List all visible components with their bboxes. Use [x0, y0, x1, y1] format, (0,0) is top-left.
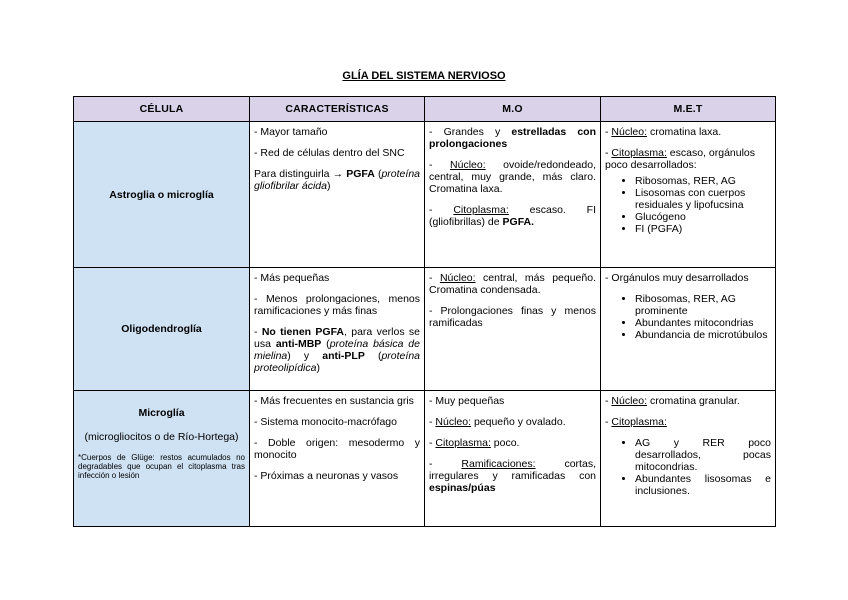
- text-line: - Citoplasma: poco.: [429, 437, 520, 449]
- text-line: - Muy pequeñas: [429, 395, 505, 407]
- list-item: • Ribosomas, RER, AG prominente: [635, 293, 771, 317]
- text-line: - Citoplasma: escaso. FI (gliofibrillas) de PGFA.: [429, 204, 596, 228]
- header-mo: M.O: [425, 97, 601, 122]
- bullet-list: [605, 437, 771, 497]
- bullet-list: [605, 293, 771, 341]
- table-header-row: [74, 97, 776, 122]
- cell-mo-oligodendroglia: [425, 268, 601, 391]
- text-line: - Núcleo: central, más pequeño. Cromatina condensada.: [429, 272, 596, 296]
- cell-met-microglia: [601, 391, 776, 527]
- text-line: - Red de células dentro del SNC: [254, 147, 405, 159]
- text-line: - Citoplasma: escaso, orgánulos poco desarrollados:: [605, 147, 756, 171]
- text-line: Para distinguirla → PGFA (proteína gliofibrilar ácida): [254, 168, 420, 192]
- header-met: M.E.T: [601, 97, 776, 122]
- cell-mo-astroglia: [425, 122, 601, 268]
- list-item: • Ribosomas, RER, AG: [635, 175, 771, 187]
- microglia-name: Microglía: [138, 407, 185, 419]
- cell-caracteristicas-astroglia: [250, 122, 425, 268]
- cell-mo-microglia: [425, 391, 601, 527]
- microglia-subname: (microgliocitos o de Río-Hortega): [84, 431, 239, 443]
- list-item: • Glucógeno: [635, 211, 771, 223]
- document-title: GLÍA DEL SISTEMA NERVIOSO: [342, 70, 506, 82]
- table-row-microglia: [74, 391, 776, 527]
- text-line: - Menos prolongaciones, menos ramificaciones y más finas: [254, 293, 420, 317]
- cell-name-microglia: [74, 391, 250, 527]
- text-line: - Núcleo: pequeño y ovalado.: [429, 416, 566, 428]
- header-caracteristicas: CARACTERÍSTICAS: [250, 97, 425, 122]
- cell-caracteristicas-oligodendroglia: [250, 268, 425, 391]
- text-line: - Prolongaciones finas y menos ramificadas: [429, 305, 596, 329]
- text-line: - Citoplasma:: [605, 416, 667, 428]
- list-item: • Lisosomas con cuerpos residuales y lipofucsina: [635, 187, 771, 211]
- table-row-astroglia: [74, 122, 776, 268]
- list-item: • AG y RER poco desarrollados, pocas mitocondrias.: [635, 437, 771, 473]
- cell-met-astroglia: [601, 122, 776, 268]
- text-line: - Más frecuentes en sustancia gris: [254, 395, 414, 407]
- text-line: - Núcleo: cromatina granular.: [605, 395, 740, 407]
- cell-name-oligodendroglia: Oligodendroglía: [74, 268, 250, 391]
- text-line: - Grandes y estrelladas con prolongaciones: [429, 126, 597, 150]
- text-line: - Núcleo: ovoide/redondeado, central, muy grande, más claro. Cromatina laxa.: [429, 159, 596, 195]
- text-line: - No tienen PGFA, para verlos se usa anti-MBP (proteína básica de mielina) y anti-PLP (proteína proteolipídica): [254, 326, 420, 374]
- text-line: - Orgánulos muy desarrollados: [605, 272, 749, 284]
- text-line: - Sistema monocito-macrófago: [254, 416, 397, 428]
- list-item: • FI (PGFA): [635, 223, 771, 235]
- list-item: • Abundantes mitocondrias: [635, 317, 771, 329]
- cell-name-astroglia: Astroglia o microglía: [74, 122, 250, 268]
- text-line: - Mayor tamaño: [254, 126, 328, 138]
- text-line: - Ramificaciones: cortas, irregulares y ramificadas con espinas/púas: [429, 458, 596, 494]
- list-item: • Abundantes lisosomas e inclusiones.: [635, 473, 771, 497]
- cell-caracteristicas-microglia: [250, 391, 425, 527]
- text-line: - Núcleo: cromatina laxa.: [605, 126, 722, 138]
- text-line: - Doble origen: mesodermo y monocito: [254, 437, 420, 461]
- text-line: - Próximas a neuronas y vasos: [254, 470, 399, 482]
- text-line: - Más pequeñas: [254, 272, 330, 284]
- bullet-list: [605, 175, 771, 235]
- header-celula: CÉLULA: [74, 97, 250, 122]
- list-item: • Abundancia de microtúbulos: [635, 329, 771, 341]
- cell-met-oligodendroglia: [601, 268, 776, 391]
- glia-table: [73, 96, 776, 527]
- microglia-note: *Cuerpos de Glüge: restos acumulados no degradables que ocupan el citoplasma tras infección o lesión: [78, 453, 245, 480]
- table-row-oligodendroglia: [74, 268, 776, 391]
